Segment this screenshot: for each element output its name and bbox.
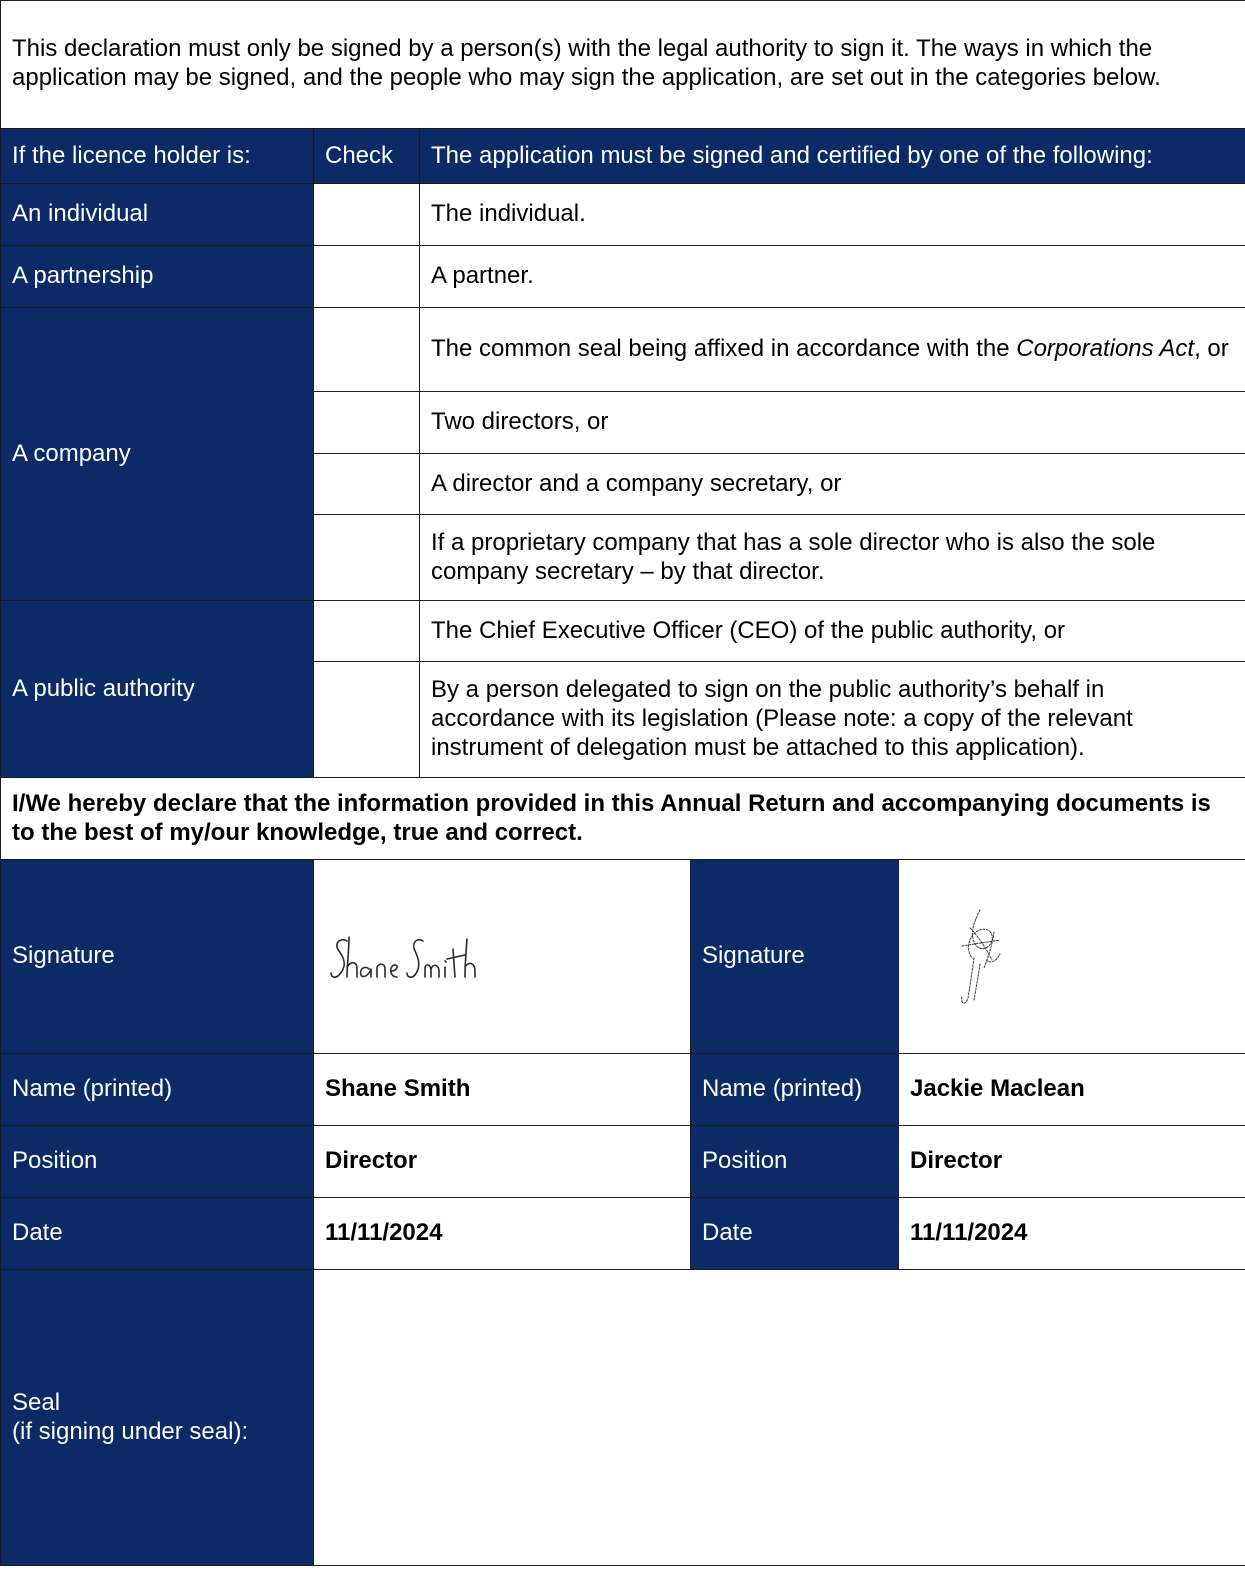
intro-text: This declaration must only be signed by a person(s) with the legal authority to sign it. The ways in which the application may be signed, and the people who may sign the application, are set out in the categories below. xyxy=(12,34,1161,91)
check-public-ceo[interactable] xyxy=(314,601,420,662)
name-value-1[interactable]: Shane Smith xyxy=(314,1054,691,1126)
corporations-act: Corporations Act xyxy=(1016,335,1195,363)
date-label-2: Date xyxy=(691,1198,899,1270)
seal-prefix: The common seal being affixed in accordance with the xyxy=(431,335,1017,363)
signature-label-2: Signature xyxy=(691,860,899,1054)
requirement-public-ceo: The Chief Executive Officer (CEO) of the public authority, or xyxy=(420,601,1245,662)
requirement-partnership: A partner. xyxy=(420,246,1245,308)
check-public-delegate[interactable] xyxy=(314,662,420,778)
check-partnership[interactable] xyxy=(314,246,420,308)
handwritten-signature-shane-smith xyxy=(325,927,495,987)
date-value-2[interactable]: 11/11/2024 xyxy=(899,1198,1245,1270)
position-label-1: Position xyxy=(1,1126,314,1198)
position-value-1[interactable]: Director xyxy=(314,1126,691,1198)
seal-label-line1: Seal xyxy=(12,1388,61,1416)
signature-field-1[interactable] xyxy=(314,860,691,1054)
holder-company: A company xyxy=(1,308,314,601)
requirement-sole-director: If a proprietary company that has a sole director who is also the sole company secretary – by that director. xyxy=(420,515,1245,601)
requirement-company-seal xyxy=(420,308,1245,392)
check-individual[interactable] xyxy=(314,184,420,246)
holder-partnership: A partnership xyxy=(1,246,314,308)
holder-individual: An individual xyxy=(1,184,314,246)
signature-label-1: Signature xyxy=(1,860,314,1054)
check-company-seal[interactable] xyxy=(314,308,420,392)
header-check: Check xyxy=(314,129,420,184)
intro-cell xyxy=(1,1,1245,129)
name-label-1: Name (printed) xyxy=(1,1054,314,1126)
position-value-2[interactable]: Director xyxy=(899,1126,1245,1198)
check-company-sole-director[interactable] xyxy=(314,515,420,601)
check-company-director-secretary[interactable] xyxy=(314,454,420,515)
signature-field-2[interactable] xyxy=(899,860,1245,1054)
requirement-director-secretary: A director and a company secretary, or xyxy=(420,454,1245,515)
declaration-statement: I/We hereby declare that the information provided in this Annual Return and accompanying documents is to the best of my/our knowledge, true and correct. xyxy=(1,778,1245,860)
requirement-public-delegate: By a person delegated to sign on the public authority’s behalf in accordance with its legislation (Please note: a copy of the relevant instrument of delegation must be attached to this application). xyxy=(420,662,1245,778)
date-label-1: Date xyxy=(1,1198,314,1270)
header-requirement: The application must be signed and certified by one of the following: xyxy=(420,129,1245,184)
seal-area[interactable] xyxy=(314,1270,1245,1566)
check-company-two-directors[interactable] xyxy=(314,392,420,454)
seal-label-line2: (if signing under seal): xyxy=(12,1417,249,1445)
requirement-two-directors: Two directors, or xyxy=(420,392,1245,454)
position-label-2: Position xyxy=(691,1126,899,1198)
requirement-individual: The individual. xyxy=(420,184,1245,246)
name-label-2: Name (printed) xyxy=(691,1054,899,1126)
seal-label xyxy=(1,1270,314,1566)
date-value-1[interactable]: 11/11/2024 xyxy=(314,1198,691,1270)
name-value-2[interactable]: Jackie Maclean xyxy=(899,1054,1245,1126)
header-holder: If the licence holder is: xyxy=(1,129,314,184)
holder-public-authority: A public authority xyxy=(1,601,314,778)
seal-suffix: , or xyxy=(1194,335,1229,363)
handwritten-signature-second xyxy=(940,902,1030,1022)
